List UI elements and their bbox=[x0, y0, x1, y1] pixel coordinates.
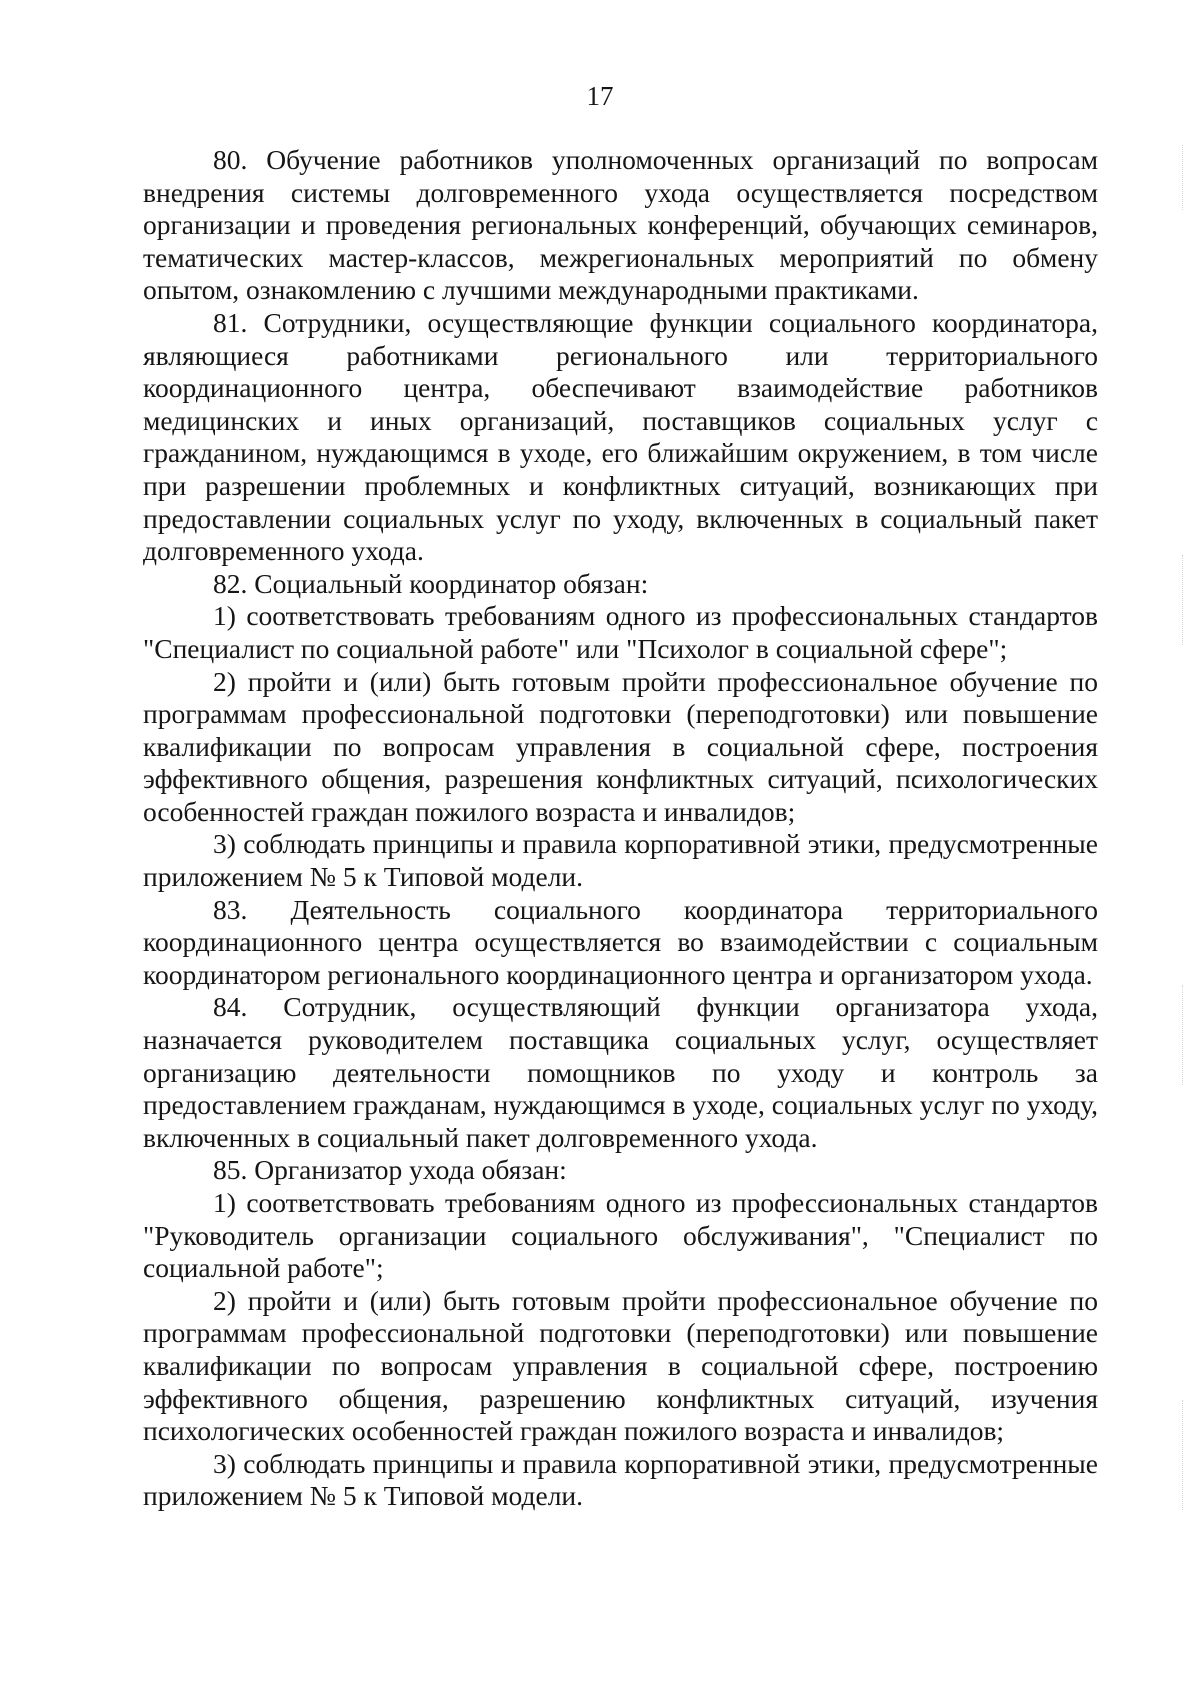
scan-artifact-2 bbox=[1182, 555, 1186, 645]
paragraph-85-item-2: 2) пройти и (или) быть готовым пройти профессиональное обучение по программам профессиональной подготовки (переподготовки) или повышение квалификации по вопросам управления в социальной сфере, построению эффективного общения, разрешению конфликтных ситуаций, изучения психологических особенностей граждан пожилого возраста и инвалидов; bbox=[143, 1284, 1098, 1447]
paragraph-85-item-1: 1) соответствовать требованиям одного из профессиональных стандартов "Руководитель организации социального обслуживания", "Специалист по социальной работе"; bbox=[143, 1187, 1098, 1284]
paragraph-85-item-3: 3) соблюдать принципы и правила корпоративной этики, предусмотренные приложением № 5 к Типовой модели. bbox=[143, 1447, 1098, 1512]
paragraph-85: 85. Организатор ухода обязан: bbox=[213, 1154, 567, 1186]
scan-artifact-4 bbox=[1182, 1400, 1186, 1510]
paragraph-81: 81. Сотрудники, осуществляющие функции социального координатора, являющиеся работниками регионального или территориального координационного центра, обеспечивают взаимодействие работников медицинских и иных организаций, поставщиков социальных услуг с гражданином, нуждающимся в уходе, его ближайшим окружением, в том числе при разрешении проблемных и конфликтных ситуаций, возникающих при предоставлении социальных услуг по уходу, включенных в социальный пакет долговременного ухода. bbox=[143, 306, 1098, 567]
paragraph-82-item-1: 1) соответствовать требованиям одного из профессиональных стандартов "Специалист по социальной работе" или "Психолог в социальной сфере"; bbox=[143, 600, 1098, 664]
paragraph-80: 80. Обучение работников уполномоченных организаций по вопросам внедрения системы долговременного ухода осуществляется посредством организации и проведения региональных конференций, обучающих семинаров, тематических мастер-классов, межрегиональных мероприятий по обмену опытом, ознакомлению с лучшими международными практиками. bbox=[143, 144, 1098, 306]
paragraph-82-item-2: 2) пройти и (или) быть готовым пройти профессиональное обучение по программам профессиональной подготовки (переподготовки) или повышение квалификации по вопросам управления в социальной сфере, построения эффективного общения, разрешения конфликтных ситуаций, психологических особенностей граждан пожилого возраста и инвалидов; bbox=[143, 665, 1098, 827]
paragraph-82-item-3: 3) соблюдать принципы и правила корпоративной этики, предусмотренные приложением № 5 к Типовой модели. bbox=[143, 828, 1098, 893]
page-number: 17 bbox=[586, 81, 614, 111]
scan-artifact-3 bbox=[1182, 985, 1186, 1085]
document-body bbox=[143, 144, 1098, 1513]
paragraph-84: 84. Сотрудник, осуществляющий функции организатора ухода, назначается руководителем поставщика социальных услуг, осуществляет организацию деятельности помощников по уходу и контроль за предоставлением гражданам, нуждающимся в уходе, социальных услуг по уходу, включенных в социальный пакет долговременного ухода. bbox=[143, 991, 1098, 1153]
paragraph-82: 82. Социальный координатор обязан: bbox=[213, 567, 649, 599]
paragraph-83: 83. Деятельность социального координатора территориального координационного центра осуществляется во взаимодействии с социальным координатором регионального координационного центра и организатором ухода. bbox=[143, 893, 1098, 990]
scan-artifact-1 bbox=[1182, 145, 1186, 210]
